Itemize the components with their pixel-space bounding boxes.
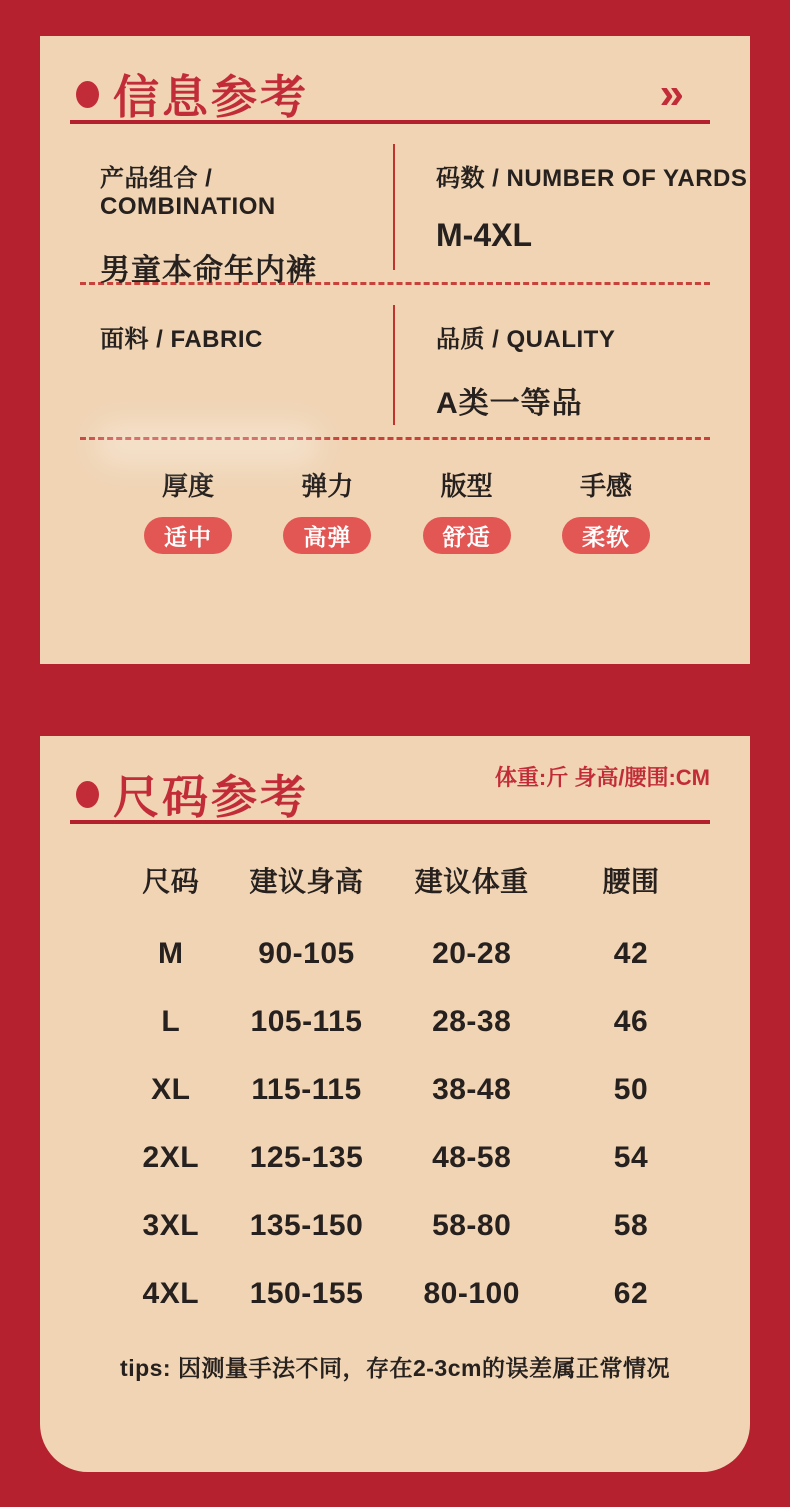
field-label: 码数 / NUMBER OF YARDS (436, 165, 748, 192)
size-card-title: 尺码参考 (113, 771, 309, 823)
table-row (100, 988, 690, 1056)
attr-label: 手感 (579, 471, 632, 501)
field-label: 品质 / QUALITY (436, 326, 616, 353)
cell-size: XL (151, 1073, 191, 1106)
cell-waist: 42 (613, 937, 649, 970)
cell-weight: 80-100 (423, 1277, 520, 1310)
cell-size: 2XL (142, 1141, 200, 1174)
attr-thickness (144, 466, 232, 554)
table-row (100, 920, 690, 988)
attr-badge: 柔软 (562, 517, 650, 554)
cell-height: 115-115 (251, 1073, 362, 1106)
size-card-header (40, 736, 750, 823)
col-header-weight: 建议体重 (414, 866, 529, 897)
field-value: A类一等品 (436, 387, 583, 420)
size-table-header (100, 848, 690, 912)
field-combination (40, 124, 394, 289)
cell-waist: 54 (613, 1141, 649, 1174)
info-row-2 (40, 285, 750, 437)
cell-size: M (158, 937, 184, 970)
bullet-icon (76, 781, 99, 808)
table-row (100, 1056, 690, 1124)
cell-weight: 58-80 (432, 1209, 512, 1242)
attr-elasticity (283, 466, 371, 554)
attr-label: 弹力 (301, 471, 354, 501)
units-note: 体重:斤 身高/腰围:CM (494, 765, 710, 790)
cell-height: 125-135 (249, 1141, 364, 1174)
field-value: 男童本命年内裤 (100, 254, 317, 287)
field-value: M-4XL (436, 217, 532, 253)
info-card-title: 信息参考 (113, 71, 309, 123)
cell-height: 105-115 (250, 1005, 363, 1038)
attr-badge: 舒适 (423, 517, 511, 554)
attr-badge: 适中 (144, 517, 232, 554)
col-header-waist: 腰围 (602, 866, 660, 897)
column-divider (393, 144, 395, 270)
col-header-height: 建议身高 (249, 866, 364, 897)
attr-label: 版型 (440, 471, 493, 501)
field-quality (394, 285, 750, 437)
field-label: 面料 / FABRIC (100, 326, 263, 353)
field-size-range (394, 124, 750, 289)
cell-waist: 46 (613, 1005, 649, 1038)
size-table (40, 848, 750, 1328)
bullet-icon (76, 81, 99, 108)
cell-size: 3XL (142, 1209, 200, 1242)
col-header-size: 尺码 (142, 866, 200, 897)
info-card-header (40, 36, 750, 123)
cell-size: 4XL (142, 1277, 200, 1310)
table-row (100, 1124, 690, 1192)
attr-feel (562, 466, 650, 554)
field-label: 产品组合 / COMBINATION (100, 165, 276, 220)
attr-badge: 高弹 (283, 517, 371, 554)
field-fabric (40, 285, 394, 437)
cell-height: 150-155 (249, 1277, 364, 1310)
blurred-fabric-value (92, 420, 322, 468)
cell-weight: 28-38 (432, 1005, 512, 1038)
info-row-1 (40, 124, 750, 287)
measurement-tips: tips: 因测量手法不同，存在2-3cm的误差属正常情况 (120, 1355, 670, 1381)
chevron-more-icon: » (659, 69, 684, 119)
cell-height: 90-105 (258, 937, 355, 970)
cell-size: L (161, 1005, 181, 1038)
cell-weight: 38-48 (432, 1073, 512, 1106)
table-row (100, 1192, 690, 1260)
size-reference-card (40, 736, 750, 1472)
cell-waist: 58 (613, 1209, 649, 1242)
column-divider (393, 305, 395, 425)
attr-fit (423, 466, 511, 554)
cell-weight: 20-28 (432, 937, 512, 970)
cell-weight: 48-58 (432, 1141, 512, 1174)
table-row (100, 1260, 690, 1328)
cell-height: 135-150 (249, 1209, 364, 1242)
cell-waist: 50 (613, 1073, 649, 1106)
attr-label: 厚度 (161, 471, 214, 501)
cell-waist: 62 (613, 1277, 649, 1310)
info-reference-card (40, 36, 750, 664)
